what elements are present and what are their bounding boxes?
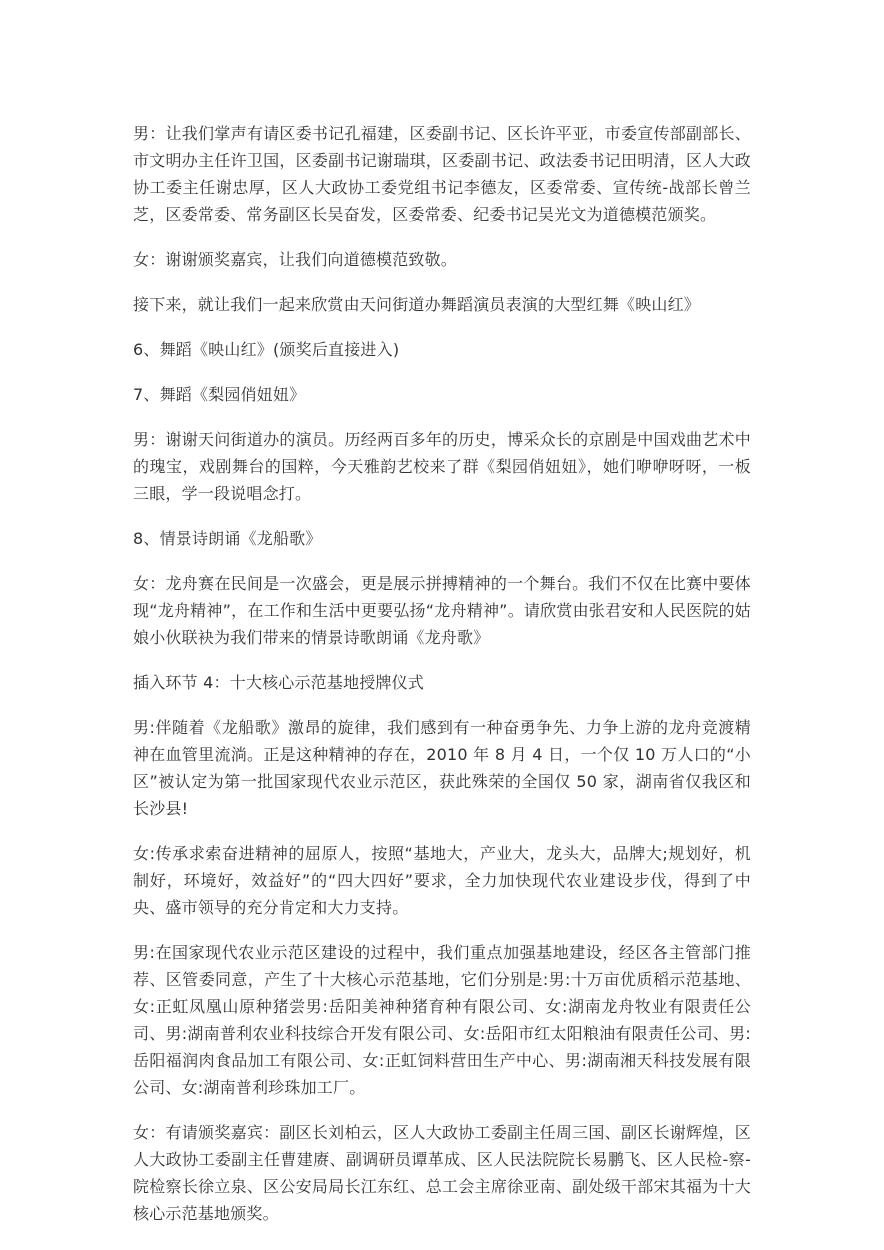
paragraph-3: 接下来，就让我们一起来欣赏由天问街道办舞蹈演员表演的大型红舞《映山红》 xyxy=(133,295,701,314)
paragraph-12: 男:在国家现代农业示范区建设的过程中，我们重点加强基地建设，经区各主管部门推荐、区管委同意，产生了十大核心示范基地，它们分别是:男:十万亩优质稻示范基地、女:正虹凤凰山原种猪尝男:岳阳美神种猪育种有限公司、女:湖南龙舟牧业有限责任公司、男:湖南普利农业科技综合开发有限公司、女:岳阳市红太阳粮油有限责任公司、男:岳阳福润肉食品加工有限公司、女:正虹饲料营田生产中心、男:湖南湘天科技发展有限公司、女:湖南普利珍珠加工厂。 xyxy=(133,943,751,1097)
paragraph-6: 男：谢谢天问街道办的演员。历经两百多年的历史，博采众长的京剧是中国戏曲艺术中的瑰宝，戏剧舞台的国粹，今天雅韵艺校来了群《梨园俏妞妞》，她们咿咿呀呀，一板三眼，学一段说唱念打。 xyxy=(133,430,751,503)
paragraph-10: 男:伴随着《龙船歌》激昂的旋律，我们感到有一种奋勇争先、力争上游的龙舟竞渡精神在血管里流淌。正是这种精神的存在，2010 年 8 月 4 日，一个仅 10 万人口的“小区”被认定为第一批国家现代农业示范区，获此殊荣的全国仅 50 家，湖南省仅我区和长沙县! xyxy=(133,718,751,818)
paragraph-8: 女：龙舟赛在民间是一次盛会，更是展示拼搏精神的一个舞台。我们不仅在比赛中要体现“龙舟精神”，在工作和生活中更要弘扬“龙舟精神”。请欣赏由张君安和人民医院的姑娘小伙联袂为我们带来的情景诗歌朗诵《龙舟歌》 xyxy=(133,574,751,647)
paragraph-4: 6、舞蹈《映山红》(颁奖后直接进入) xyxy=(133,340,400,359)
paragraph-13: 女：有请颁奖嘉宾：副区长刘柏云，区人大政协工委副主任周三国、副区长谢辉煌，区人大政协工委副主任曹建赓、副调研员谭革成、区人民法院院长易鹏飞、区人民检-察-院检察长徐立泉、区公安局局长江东红、总工会主席徐亚南、副处级干部宋其福为十大核心示范基地颁奖。 xyxy=(133,1123,751,1223)
paragraph-2: 女：谢谢颁奖嘉宾，让我们向道德模范致敬。 xyxy=(133,250,458,269)
paragraph-1: 男：让我们掌声有请区委书记孔福建，区委副书记、区长许平亚，市委宣传部副部长、市文明办主任许卫国，区委副书记谢瑞琪，区委副书记、政法委书记田明清，区人大政协工委主任谢忠厚，区人大政协工委党组书记李德友，区委常委、宣传统-战部长曾兰芝，区委常委、常务副区长吴奋发，区委常委、纪委书记吴光文为道德模范颁奖。 xyxy=(133,124,751,224)
document-content xyxy=(133,120,751,1227)
paragraph-9: 插入环节 4：十大核心示范基地授牌仪式 xyxy=(133,673,425,692)
paragraph-11: 女:传承求索奋进精神的屈原人，按照“基地大，产业大，龙头大，品牌大;规划好，机制好，环境好，效益好”的“四大四好”要求，全力加快现代农业建设步伐，得到了中央、盛市领导的充分肯定和大力支持。 xyxy=(133,844,751,917)
paragraph-7: 8、情景诗朗诵《龙船歌》 xyxy=(133,529,322,548)
paragraph-5: 7、舞蹈《梨园俏妞妞》 xyxy=(133,385,306,404)
